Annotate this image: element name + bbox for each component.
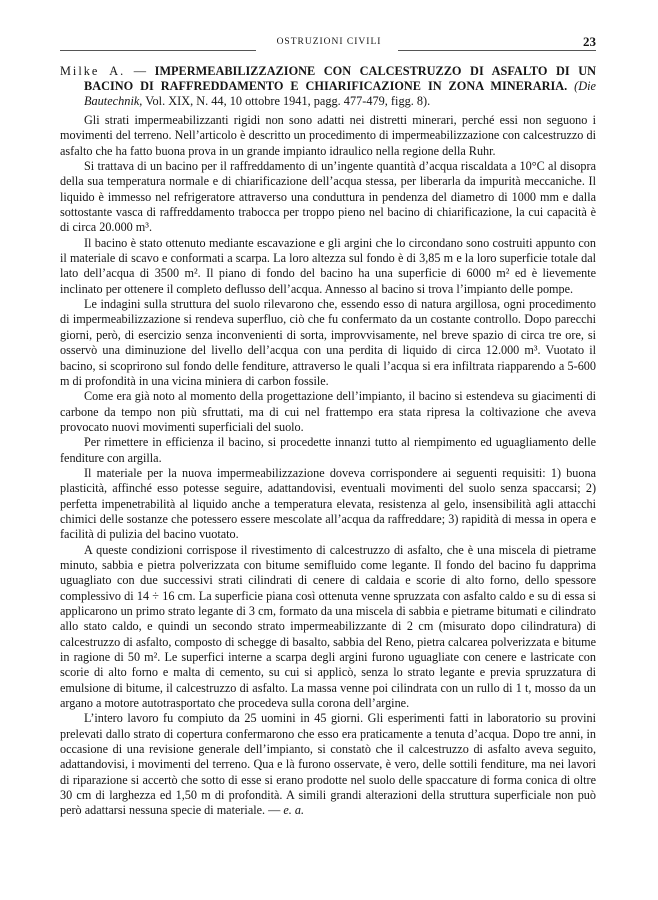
paragraph-7: Il materiale per la nuova impermeabilizzazione doveva corrispondere ai seguenti requisiti: 1) buona plasticità, affinché esso potesse seguire, adattandovisi, eventuali movimenti del suolo senza spaccarsi; 2) perfetta impenetrabilità al liquido anche a temperatura elevata, resistenza al gelo, insensibilità agli attacchi chimici delle sostanze che potessero essere mescolate all’acqua da raffreddare; 3) rapidità di messa in opera e facilità di pulizia del bacino vuotato.: [60, 465, 596, 542]
heading-dash: —: [125, 64, 155, 78]
header-rule-right: [398, 50, 596, 51]
paragraph-8: A queste condizioni corrispose il rivestimento di calcestruzzo di asfalto, che è una miscela di pietrame minuto, sabbia e pietra polverizzata con bitume semifluido come legante. Il fondo del bacino fu dapprima uguagliato con due successivi strati cilindrati di cenere di caldaia e scorie di alto forno, dello spessore complessivo di 14 ÷ 16 cm. La superficie piana così ottenuta venne spruzzata con asfalto caldo e su di essa si applicarono un primo strato legante di 3 cm, formato da una miscela di sabbia e pietrame bitumati e cilindrato allo stato caldo, e quindi un secondo strato impermeabilizzante di 2 cm (misurato dopo cilindratura) di calcestruzzo di asfalto, composto di schegge di basalto, sabbia del Reno, pietra calcarea polverizzata e bitume in ragione di 50 m². Le superfici interne a scarpa degli argini furono uguagliate con cenere e lastricate con scorie di alto forno e malta di cemento, su cui si applicò, senza lo strato legante e previa spruzzatura di emulsione di bitume, il calcestruzzo di asfalto. La massa venne poi cilindrata con un rullo di 1 t, mosso da un argano a motore autotrasportato che procedeva sulla corona dell’argine.: [60, 542, 596, 711]
source-journal: (Die Bautechnik,: [84, 79, 596, 108]
paragraph-6: Per rimettere in efficienza il bacino, si procedette innanzi tutto al riempimento ed uguagliamento delle fenditure con argilla.: [60, 435, 596, 465]
paragraph-9: [60, 711, 596, 818]
article-heading: [60, 64, 596, 109]
paragraph-2: Si trattava di un bacino per il raffreddamento di un’ingente quantità d’acqua riscaldata a 10°C al disopra della sua temperatura normale e di chiarificazione dell’acqua stessa, per liberarla da impurità meccaniche. Il liquido è immesso nel refrigeratore attraverso una conduttura in pendenza del diametro di 1000 mm e dalla sottostante vasca di raffreddamento trabocca per troppo pieno nel bacino di chiarificazione, la cui capacità è di circa 20.000 m³.: [60, 159, 596, 235]
article: [60, 64, 596, 819]
author-signature: e. a.: [280, 803, 305, 818]
source-details: Vol. XIX, N. 44, 10 ottobre 1941, pagg. 477-479, figg. 8).: [142, 94, 431, 108]
paragraph-4: Le indagini sulla struttura del suolo rilevarono che, essendo esso di natura argillosa, ogni procedimento di impermeabilizzazione si rendeva superfluo, ciò che fu confermato da un costante controllo. Dopo parecchi giorni, però, di esercizio senza inconvenienti di sorta, improvvisamente, nel breve spazio di circa tre ore, si osservò una diminuzione del livello dell’acqua con una perdita di liquido di circa 12.000 m³. Vuotato il bacino, si scoprirono sul fondo delle fenditure, attraverso le quali l’acqua si era infiltrata riapparendo a 5-600 m di profondità in una vicina miniera di carbon fossile.: [60, 297, 596, 388]
page-number: 23: [583, 34, 596, 49]
article-author: Milke A.: [60, 64, 126, 78]
page-header: [60, 34, 596, 52]
header-rule-left: [60, 50, 256, 51]
running-title: OSTRUZIONI CIVILI: [276, 37, 382, 47]
paragraph-9-text: L’intero lavoro fu compiuto da 25 uomini in 45 giorni. Gli esperimenti fatti in laboratorio su provini prelevati dallo strato di copertura confermarono che esso era praticamente a tenuta d’acqua. Dopo tre anni, in occasione di una revisione generale dell’impianto, si constatò che il calcestruzzo di asfalto aveva seguito, adattandovisi, i movimenti del terreno. Qua e là furono osservate, è vero, delle sottili fenditure, ma nei lavori di riparazione si accertò che sotto di esse si erano prodotte nel suolo delle spaccature di forma conica di oltre 30 cm di larghezza ed 1,50 m di profondità. A simili grandi alterazioni della struttura superficiale non può però adattarsi nessuna specie di materiale. —: [60, 711, 596, 818]
paragraph-3: Il bacino è stato ottenuto mediante escavazione e gli argini che lo circondano sono costruiti appunto con il materiale di scavo e conformati a scarpa. La loro altezza sul fondo è di 3,85 m e la loro superficie totale dal lato dell’acqua di 3500 m². Il piano di fondo del bacino ha una superficie di 6000 m² ed è lievemente inclinato per ottenere il completo deflusso dell’acqua. Annesso al bacino si trova l’impianto delle pompe.: [60, 235, 596, 296]
paragraph-5: Come era già noto al momento della progettazione dell’impianto, il bacino si estendeva su giacimenti di carbone da tempo non più sfruttati, ma di cui nel frattempo era stata ripresa la coltivazione che aveva provocato nuovi movimenti superficiali del suolo.: [60, 389, 596, 434]
article-title: IMPERMEABILIZZAZIONE CON CALCESTRUZZO DI ASFALTO DI UN BACINO DI RAFFREDDAMENTO E CHIARIFICAZIONE IN ZONA MINERARIA.: [84, 64, 596, 93]
paragraph-1: Gli strati impermeabilizzanti rigidi non sono adatti nei distretti minerari, perché essi non seguono i movimenti del terreno. Nell’articolo è descritto un procedimento di impermeabilizzazione con calcestruzzo di asfalto che ha fatto buona prova in un grande impianto idraulico nella regione della Ruhr.: [60, 113, 596, 158]
